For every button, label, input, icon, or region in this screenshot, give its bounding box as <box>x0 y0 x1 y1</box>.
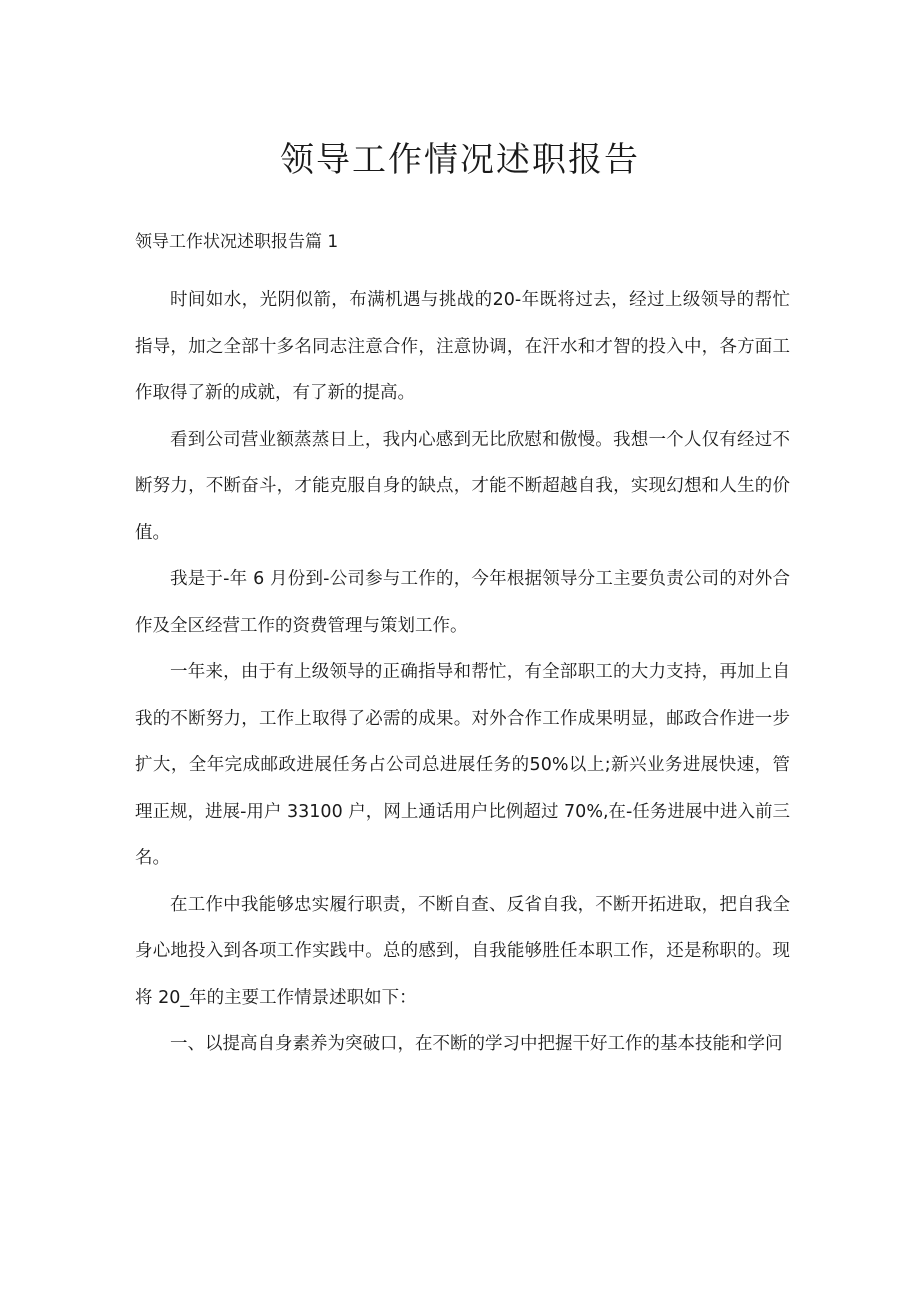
document-title: 领导工作情况述职报告 <box>280 140 640 180</box>
document-body <box>135 277 790 1068</box>
paragraph: 我是于-年 6 月份到-公司参与工作的，今年根据领导分工主要负责公司的对外合作及全区经营工作的资费管理与策划工作。 <box>135 569 790 636</box>
paragraph: 一年来，由于有上级领导的正确指导和帮忙，有全部职工的大力支持，再加上自我的不断努力，工作上取得了必需的成果。对外合作工作成果明显，邮政合作进一步扩大，全年完成邮政进展任务占公司总进展任务的50%以上;新兴业务进展快速，管理正规，进展-用户 33100 户，网上通话用户比例超过 70%,在-任务进展中进入前三名。 <box>135 662 790 868</box>
paragraph: 一、以提高自身素养为突破口，在不断的学习中把握干好工作的基本技能和学问 <box>170 1034 783 1054</box>
section-heading: 领导工作状况述职报告篇 1 <box>135 232 339 252</box>
paragraph: 时间如水，光阴似箭，布满机遇与挑战的20-年既将过去，经过上级领导的帮忙指导，加之全部十多名同志注意合作，注意协调，在汗水和才智的投入中，各方面工作取得了新的成就，有了新的提高。 <box>135 290 790 403</box>
paragraph: 看到公司营业额蒸蒸日上，我内心感到无比欣慰和傲慢。我想一个人仅有经过不断努力，不断奋斗，才能克服自身的缺点，才能不断超越自我，实现幻想和人生的价值。 <box>135 429 790 543</box>
paragraph: 在工作中我能够忠实履行职责，不断自查、反省自我，不断开拓进取，把自我全身心地投入到各项工作实践中。总的感到，自我能够胜任本职工作，还是称职的。现将 20_年的主要工作情景述职如下： <box>135 894 790 1008</box>
